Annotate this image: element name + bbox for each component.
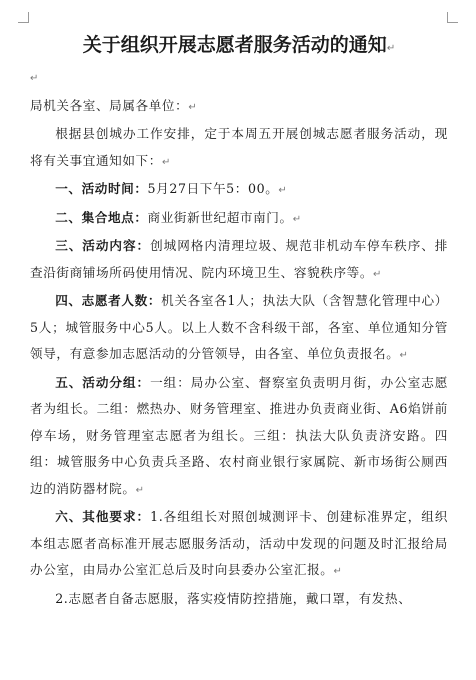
corner-crop-mark-right [447, 12, 458, 23]
requirement-item-2: 2.志愿者自备志愿服，落实疫情防控措施，戴口罩，有发热、 [55, 590, 412, 606]
section-volunteer-count: 四、志愿者人数：机关各室各1人；执法大队（含智慧化管理中心）5人；城管服务中心5人。以上人数不含科级干部，各室、单位通知分管领导，有意参加志愿活动的分管领导，由各室、单位负责报名。↵ [30, 293, 448, 361]
section-content: 三、活动内容：创城网格内清理垃圾、规范非机动车停车秩序、排查沿街商铺场所码使用情况、院内环境卫生、容貌秩序等。↵ [30, 238, 448, 280]
document-page [30, 28, 448, 612]
salutation: 局机关各室、局属各单位：↵ [30, 97, 197, 113]
section-location: 二、集合地点：商业街新世纪超市南门。↵ [55, 209, 302, 225]
section-time: 一、活动时间：5月27日下午5：00。↵ [55, 181, 287, 196]
blank-line: ↵ [30, 73, 39, 84]
corner-crop-mark-left [18, 12, 29, 23]
intro-paragraph: 根据县创城办工作安排，定于本周五开展创城志愿者服务活动，现将有关事宜通知如下：↵ [30, 126, 448, 168]
section-other-requirements: 六、其他要求：1.各组组长对照创城测评卡、创建标准界定，组织本组志愿者高标准开展志愿服务活动，活动中发现的问题及时汇报给局办公室，由局办公室汇总后及时向县委办公室汇报。↵ [30, 509, 448, 577]
section-grouping: 五、活动分组：一组：局办公室、督察室负责明月街，办公室志愿者为组长。二组：燃热办、财务管理室、推进办负责商业街、A6焰饼前停车场，财务管理室志愿者为组长。三组：执法大队负责济安路。四组：城管服务中心负责兵圣路、农村商业银行家属院、新市场街公厕西边的消防器材院。↵ [30, 374, 448, 496]
document-title: 关于组织开展志愿者服务活动的通知↵ [82, 34, 396, 56]
